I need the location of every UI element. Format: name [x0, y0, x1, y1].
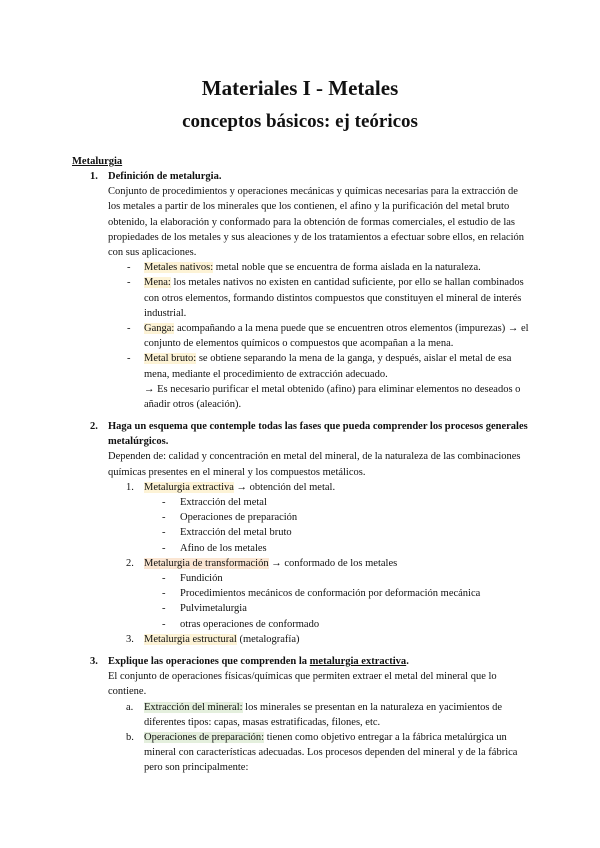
item-text: → conformado de los metales: [268, 557, 398, 569]
item-text: metal noble que se encuentra de forma aislada en la naturaleza.: [213, 262, 481, 274]
item-text: Pulvimetalurgia: [180, 603, 247, 615]
item-text: → obtención del metal.: [233, 481, 336, 493]
question-3-body: El conjunto de operaciones físicas/químicas que permiten extraer el metal del mineral que lo contiene.: [108, 671, 497, 698]
dash-marker: -: [162, 512, 166, 524]
numbered-item: [72, 480, 530, 495]
question-title: Haga un esquema que contemple todas las fases que pueda comprender los procesos generales metalúrgicos.: [108, 421, 528, 448]
list-item: [72, 586, 530, 601]
item-text: Extracción del metal: [180, 497, 267, 509]
dash-marker: -: [127, 353, 131, 365]
list-item: [72, 321, 530, 351]
question-1-heading: [72, 169, 530, 184]
list-item: [72, 541, 530, 556]
item-text: Fundición: [180, 573, 223, 585]
numbered-item: [72, 632, 530, 647]
item-text: acompañando a la mena puede que se encuentren otros elementos (impurezas) → el conjunto de elementos químicos o compuestos que acompañan a la mena.: [144, 323, 529, 350]
list-item: [72, 601, 530, 616]
document-subtitle: conceptos básicos: ej teóricos: [182, 111, 418, 132]
item-number: 3.: [126, 633, 134, 645]
question-2-heading: [72, 419, 530, 449]
item-text: otras operaciones de conformado: [180, 618, 320, 630]
question-number: 1.: [90, 171, 98, 182]
dash-marker: -: [127, 277, 131, 289]
term-highlight: Operaciones de preparación:: [144, 732, 265, 744]
term-highlight: Ganga:: [144, 323, 175, 335]
lettered-item: [72, 730, 530, 776]
list-item: [72, 351, 530, 381]
list-item: [72, 510, 530, 525]
term-highlight: Mena:: [144, 277, 171, 289]
title-end: .: [406, 656, 409, 667]
item-text: los metales nativos no existen en cantidad suficiente, por ello se hallan combinados con otros elementos, formando distintos compuestos que constituyen el mineral de interés industrial.: [144, 277, 524, 319]
question-2: [72, 419, 530, 647]
question-3-heading: [72, 654, 530, 669]
dash-marker: -: [127, 262, 131, 274]
item-number: 2.: [126, 557, 134, 569]
question-title: Definición de metalurgia.: [108, 171, 222, 182]
term-highlight: Metalurgia de transformación: [144, 557, 269, 569]
list-item: [72, 525, 530, 540]
list-item: [72, 571, 530, 586]
dash-marker: -: [162, 527, 166, 539]
item-number: 1.: [126, 481, 134, 493]
item-text: Procedimientos mecánicos de conformación por deformación mecánica: [180, 588, 481, 600]
dash-marker: -: [162, 573, 166, 585]
item-text: se obtiene separando la mena de la ganga, y después, aislar el metal de esa mena, mediante el procedimiento de extracción adecuado.: [144, 353, 512, 380]
item-text: los minerales se presentan en la naturaleza en yacimientos de diferentes tipos: capas, masas estratificadas, filones, etc.: [144, 701, 503, 728]
item-text: Operaciones de preparación: [180, 512, 298, 524]
dash-marker: -: [127, 323, 131, 335]
question-1-body: Conjunto de procedimientos y operaciones mecánicas y químicas necesarias para la extracción de los metales a partir de los minerales que los contienen, el afino y la purificación del metal bruto obtenido, la elaboración y conformado para la obtención de formas comerciales, el estudio de las propiedades de los metales y sus aleaciones y de los tratamientos a efectuar sobre ellos, en relación con sus aplicaciones.: [108, 186, 525, 259]
numbered-item: [72, 556, 530, 571]
question-2-body: Dependen de: calidad y concentración en metal del mineral, de la naturaleza de las combinaciones químicas presentes en el mineral y los compuestos metálicos.: [108, 451, 521, 478]
title-part: Explique las operaciones que comprenden la: [108, 656, 310, 667]
item-text: Afino de los metales: [180, 542, 267, 554]
question-number: 2.: [90, 421, 98, 432]
term-highlight: Metal bruto:: [144, 353, 197, 365]
list-item: [72, 275, 530, 321]
item-text: (metalografía): [236, 633, 300, 645]
title-underlined: metalurgia extractiva: [309, 656, 407, 667]
dash-marker: -: [162, 542, 166, 554]
question-3: [72, 654, 530, 776]
term-highlight: Metalurgia extractiva: [144, 481, 234, 493]
item-letter: a.: [126, 701, 134, 713]
list-note: → Es necesario purificar el metal obtenido (afino) para eliminar elementos no deseados o añadir otros (aleación).: [144, 383, 521, 411]
item-text: tienen como objetivo entregar a la fábrica metalúrgica un mineral con características adecuadas. Los procesos dependen del mineral y de la fábrica pero son principalmente:: [144, 732, 518, 774]
dash-marker: -: [162, 618, 166, 630]
lettered-item: [72, 700, 530, 730]
list-item: [72, 495, 530, 510]
term-highlight: Metales nativos:: [144, 262, 214, 274]
document-title: Materiales I - Metales: [201, 76, 399, 100]
section-heading: Metalurgia: [72, 156, 123, 167]
term-highlight: Extracción del mineral:: [144, 701, 243, 713]
question-number: 3.: [90, 656, 98, 667]
term-highlight: Metalurgia estructural: [144, 633, 237, 645]
list-item: [72, 617, 530, 632]
dash-marker: -: [162, 497, 166, 509]
dash-marker: -: [162, 588, 166, 600]
dash-marker: -: [162, 603, 166, 615]
question-1: [72, 169, 530, 412]
list-item: [72, 260, 530, 275]
question-title: [108, 656, 409, 667]
item-letter: b.: [126, 732, 134, 744]
item-text: Extracción del metal bruto: [180, 527, 292, 539]
